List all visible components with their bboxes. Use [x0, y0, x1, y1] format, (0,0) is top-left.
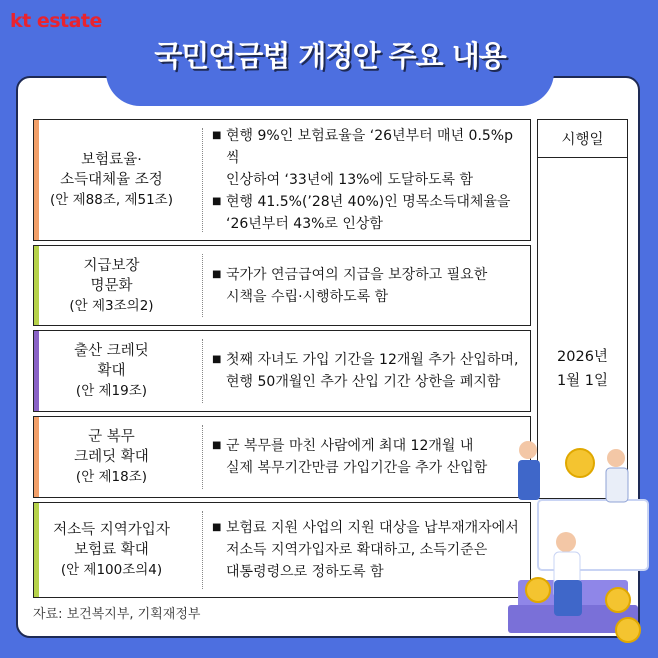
kt-estate-logo — [10, 10, 102, 32]
bullet-text: 보험료 지원 사업의 지원 대상을 납부재개자에서 저소득 지역가입자로 확대하고, 소득기준은 대통령령으로 정하도록 함 — [226, 520, 519, 580]
provision-description — [212, 503, 524, 597]
bullet-item — [212, 517, 524, 583]
provision-label-line: 군 복무 — [88, 429, 135, 445]
won-coin-icon — [566, 449, 594, 477]
provision-label — [39, 503, 184, 597]
bullet-text: 현행 9%인 보험료율을 ‘26년부터 매년 0.5%p씩 인상하여 ‘33년에 13%에 도달하도록 함 — [226, 128, 513, 188]
bullet-item — [212, 349, 524, 393]
provision-label — [39, 246, 184, 325]
page-title: 국민연금법 개정안 주요 내용 — [154, 39, 506, 73]
person-body — [518, 460, 540, 500]
provision-label-line: 보험료 확대 — [74, 542, 149, 558]
effective-date-header: 시행일 — [538, 120, 627, 158]
provision-description — [212, 331, 524, 411]
provision-row — [33, 245, 531, 326]
provision-row — [33, 330, 531, 412]
bullet-item — [212, 191, 524, 235]
provision-label — [39, 120, 184, 240]
bullet-item — [212, 264, 524, 308]
logo-estate: estate — [30, 10, 102, 32]
provision-description — [212, 246, 524, 325]
bullet-text: 군 복무를 마친 사람에게 최대 12개월 내 실제 복무기간만큼 가입기간을 추가 산입함 — [226, 438, 488, 476]
provision-label-line: 출산 크레딧 — [74, 343, 149, 359]
bullet-square-icon: ■ — [212, 522, 222, 533]
provision-label-line: 보험료율· — [81, 152, 142, 168]
provision-row — [33, 119, 531, 241]
bullet-item — [212, 125, 524, 191]
effective-date-value: 2026년 1월 1일 — [556, 349, 609, 389]
provision-description — [212, 120, 524, 240]
bullet-square-icon: ■ — [212, 440, 222, 451]
row-divider — [202, 425, 203, 489]
provision-label-line: 소득대체율 조정 — [60, 172, 163, 188]
provision-article: (안 제19조) — [75, 383, 148, 399]
provision-label-line: 명문화 — [90, 277, 133, 294]
bullet-text: 첫째 자녀도 가입 기간을 12개월 추가 산입하며, 현행 50개월인 추가 산입 기간 상한을 폐지함 — [226, 352, 519, 390]
person-head — [519, 441, 537, 459]
provision-article: (안 제3조의2) — [69, 297, 154, 314]
bullet-square-icon: ■ — [212, 130, 222, 141]
provision-description — [212, 417, 524, 497]
provision-row — [33, 502, 531, 598]
row-divider — [202, 254, 203, 317]
bullet-square-icon: ■ — [212, 268, 222, 280]
row-divider — [202, 511, 203, 589]
provision-article: (안 제88조, 제51조) — [50, 192, 173, 208]
coin-icon — [526, 578, 550, 602]
provision-label-line: 확대 — [97, 363, 126, 379]
celebration-illustration — [488, 430, 658, 658]
bullet-square-icon: ■ — [212, 196, 222, 207]
provision-label-line: 지급보장 — [83, 257, 140, 274]
bullet-item — [212, 435, 524, 479]
provision-article: (안 제100조의4) — [60, 562, 163, 578]
provision-label — [39, 331, 184, 411]
provision-label — [39, 417, 184, 497]
row-divider — [202, 339, 203, 403]
provision-label-line: 저소득 지역가입자 — [53, 522, 170, 538]
row-divider — [202, 128, 203, 232]
source-note: 자료: 보건복지부, 기획재정부 — [33, 607, 201, 622]
bullet-square-icon: ■ — [212, 354, 222, 365]
logo-kt: kt — [10, 10, 31, 32]
bullet-text: 현행 41.5%(’28년 40%)인 명목소득대체율을 ‘26년부터 43%로 인상함 — [226, 194, 511, 232]
provision-article: (안 제18조) — [75, 469, 148, 485]
bullet-text: 국가가 연금급여의 지급을 보장하고 필요한 시책을 수립·시행하도록 함 — [226, 266, 488, 305]
provision-label-line: 크레딧 확대 — [74, 449, 149, 465]
provision-row — [33, 416, 531, 498]
